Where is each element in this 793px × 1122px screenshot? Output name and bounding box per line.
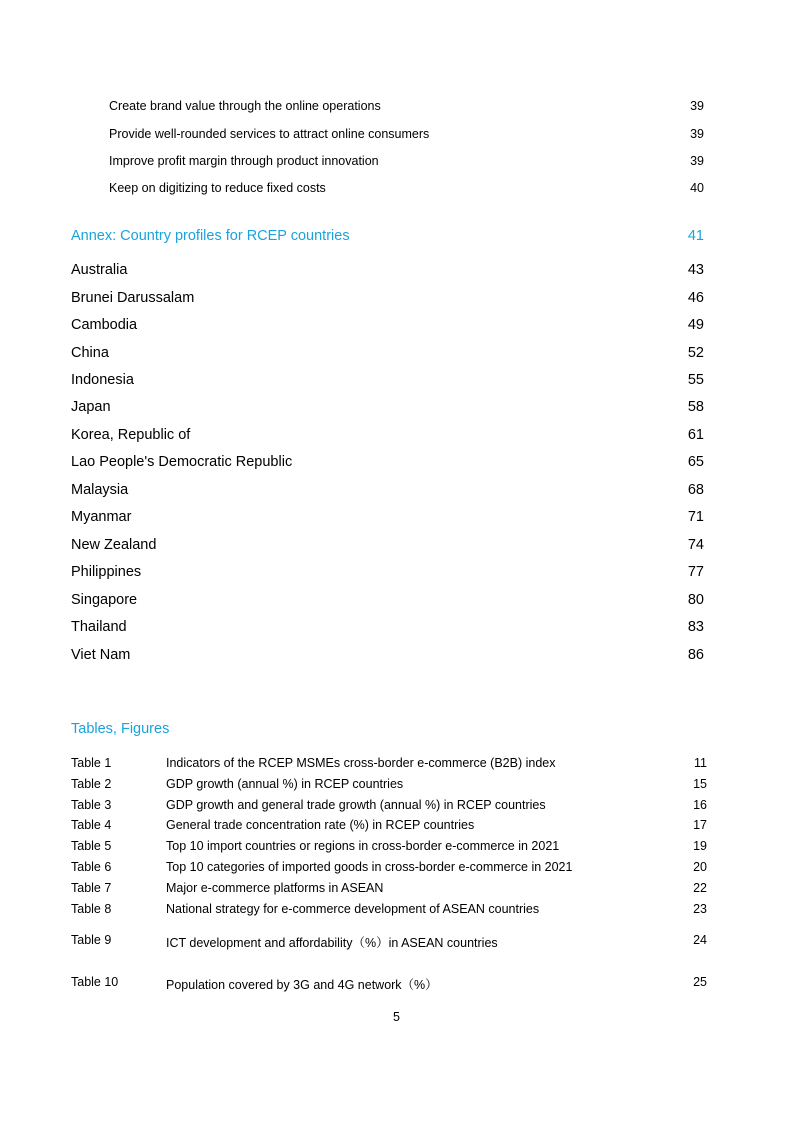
table-page: 19 [693,839,707,853]
table-page: 17 [693,818,707,832]
toc-country[interactable]: Philippines [71,564,142,580]
table-page: 23 [693,902,707,916]
toc-annex-heading[interactable]: Annex: Country profiles for RCEP countries [71,228,350,244]
toc-country-page: 80 [687,592,704,608]
toc-country-page: 77 [687,564,704,580]
toc-country-page: 65 [687,454,704,470]
table-id: Table 1 [71,756,112,770]
toc-subitem-label: Improve profit margin through product innovation [109,154,379,168]
toc-country[interactable]: Lao People's Democratic Republic [71,454,293,470]
table-title[interactable]: Major e-commerce platforms in ASEAN [166,881,384,895]
table-page: 15 [693,777,707,791]
toc-subitem-page: 39 [690,127,704,141]
table-title[interactable]: Population covered by 3G and 4G network（%） [166,978,438,992]
toc-subitem-page: 39 [690,99,704,113]
table-title[interactable]: ICT development and affordability（%）in ASEAN countries [166,936,498,950]
table-title[interactable]: Indicators of the RCEP MSMEs cross-border e-commerce (B2B) index [166,756,556,770]
toc-country[interactable]: Viet Nam [71,647,131,663]
table-title[interactable]: National strategy for e-commerce development of ASEAN countries [166,902,540,916]
toc-subitem-page: 40 [690,181,704,195]
toc-country-page: 74 [687,537,704,553]
page-number: 5 [393,1010,400,1024]
toc-country-page: 58 [687,399,704,415]
toc-subitem-page: 39 [690,154,704,168]
toc-country-page: 43 [687,262,704,278]
toc-subitem[interactable] [109,154,379,168]
toc-subitem[interactable] [109,99,381,113]
toc-subitem-label: Keep on digitizing to reduce fixed costs [109,181,326,195]
table-page: 25 [693,975,707,989]
table-id: Table 3 [71,798,112,812]
toc-country[interactable]: Brunei Darussalam [71,290,195,306]
toc-country[interactable]: China [71,345,109,361]
table-title[interactable]: Top 10 import countries or regions in cross-border e-commerce in 2021 [166,839,560,853]
toc-country[interactable]: New Zealand [71,537,157,553]
table-page: 16 [693,798,707,812]
table-page: 22 [693,881,707,895]
table-id: Table 7 [71,881,112,895]
toc-country[interactable]: Myanmar [71,509,132,525]
toc-country-page: 49 [687,317,704,333]
table-id: Table 6 [71,860,112,874]
table-title[interactable]: General trade concentration rate (%) in RCEP countries [166,818,475,832]
table-page: 20 [693,860,707,874]
toc-country-page: 52 [687,345,704,361]
toc-subitem[interactable] [109,181,326,195]
tables-figures-heading: Tables, Figures [71,721,170,737]
toc-country-page: 86 [687,647,704,663]
toc-country[interactable]: Korea, Republic of [71,427,191,443]
toc-country[interactable]: Thailand [71,619,127,635]
table-title[interactable]: GDP growth and general trade growth (annual %) in RCEP countries [166,798,546,812]
toc-country[interactable]: Singapore [71,592,138,608]
table-id: Table 5 [71,839,112,853]
table-id: Table 9 [71,933,112,947]
toc-country-page: 68 [687,482,704,498]
toc-country[interactable]: Japan [71,399,111,415]
table-id: Table 4 [71,818,112,832]
table-title[interactable]: GDP growth (annual %) in RCEP countries [166,777,404,791]
toc-annex-page: 41 [687,228,704,244]
table-title[interactable]: Top 10 categories of imported goods in cross-border e-commerce in 2021 [166,860,573,874]
toc-subitem-label: Create brand value through the online operations [109,99,381,113]
table-id: Table 8 [71,902,112,916]
table-id: Table 10 [71,975,119,989]
toc-subitem[interactable] [109,127,429,141]
table-page: 11 [694,756,707,770]
toc-country[interactable]: Cambodia [71,317,138,333]
toc-subitem-label: Provide well-rounded services to attract online consumers [109,127,430,141]
toc-country[interactable]: Australia [71,262,128,278]
toc-country-page: 61 [687,427,704,443]
table-page: 24 [693,933,707,947]
toc-country-page: 46 [687,290,704,306]
toc-country-page: 83 [687,619,704,635]
toc-country-page: 55 [687,372,704,388]
toc-country[interactable]: Malaysia [71,482,129,498]
toc-country-page: 71 [687,509,704,525]
table-id: Table 2 [71,777,112,791]
toc-country[interactable]: Indonesia [71,372,134,388]
